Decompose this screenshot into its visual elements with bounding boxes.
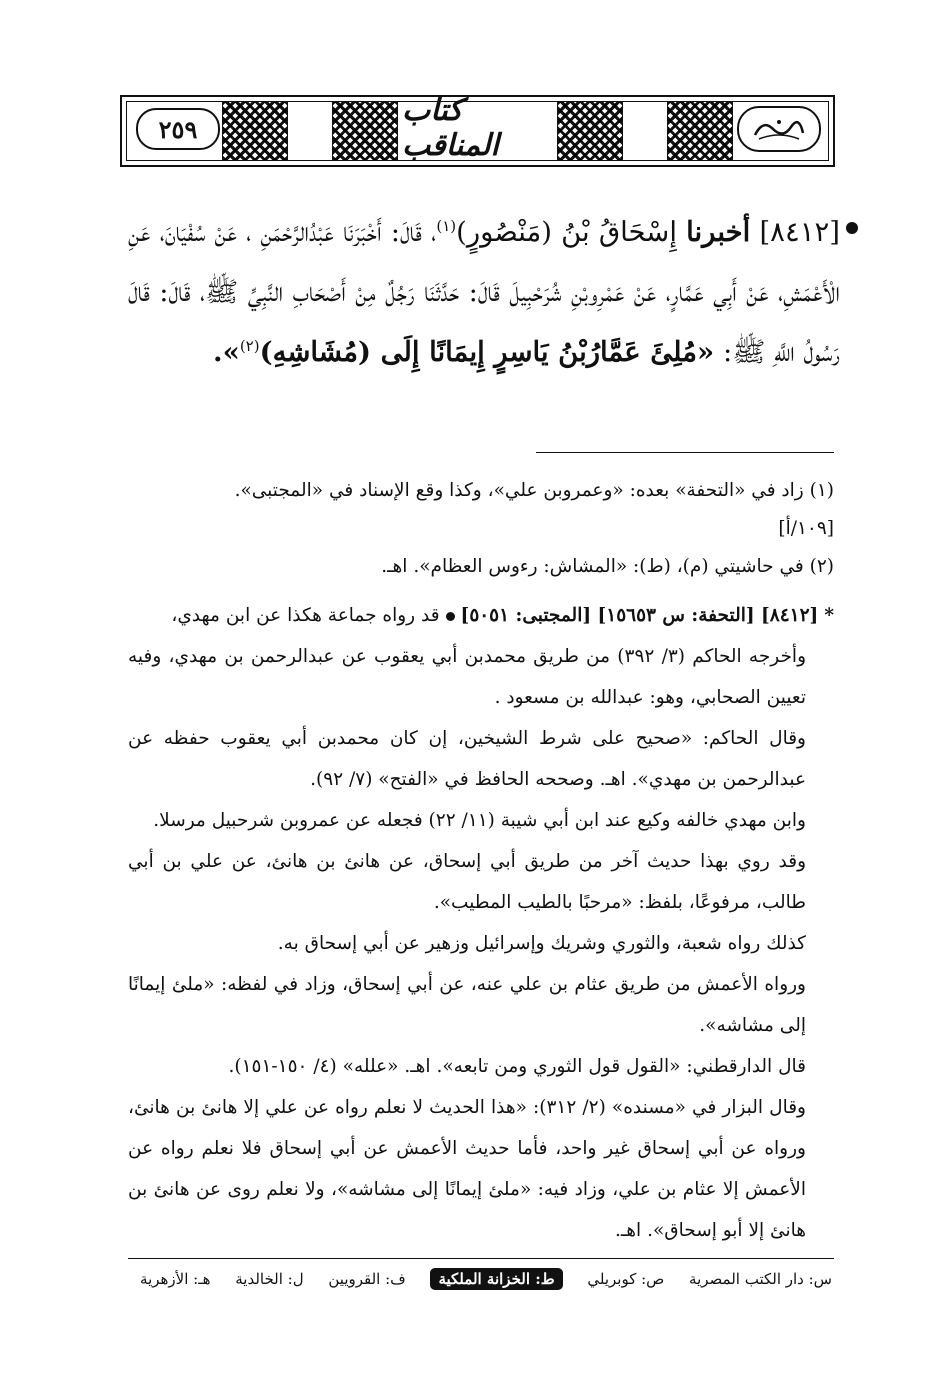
emblem-calligraphy-icon — [749, 115, 809, 143]
commentary-paragraph: قال الدارقطني: «القول قول الثوري ومن تابعه». اهـ. «علله» (٤/ ١٥٠-١٥١). — [228, 1056, 806, 1077]
commentary-reference: [٨٤١٢] [التحفة: س ١٥٦٥٣] [المجتبى: ٥٠٥١] — [460, 605, 819, 626]
commentary-paragraph: وقد روي بهذا حديث آخر من طريق أبي إسحاق، عن هانئ بن هانئ، عن علي بن أبي طالب، مرفوعًا، بلفظ: «مرحبًا بالطيب المطيب». — [128, 851, 806, 913]
hadith-intro: أخبرنا — [686, 216, 751, 248]
footnote-1: (١) زاد في «التحفة» بعده: «وعمروبن علي»، وكذا وقع الإسناد في «المجتبى». — [234, 480, 834, 501]
bullet-dot-icon — [446, 612, 455, 621]
commentary-paragraph: وابن مهدي خالفه وكيع عند ابن أبي شيبة (١١/ ٢٢) فجعله عن عمروبن شرحبيل مرسلا. — [153, 810, 806, 831]
commentary-paragraph: وقال البزار في «مسنده» (٢/ ٣١٢): «هذا الحديث لا نعلم رواه عن علي إلا هانئ بن هانئ، ورواه عن أبي إسحاق غير واحد، فأما حديث الأعمش عن أبي إسحاق فلا نعلم رواه عن الأعمش إلا عثام بن علي، وزاد فيه: «ملئ إيمانًا إلى مشاشه»، ولا نعلم روى عن هانئ بن هانئ إلا أبو إسحاق». اهـ. — [128, 1097, 806, 1241]
hadith-bullet-icon — [846, 222, 858, 234]
page-number: ٢٥٩ — [136, 108, 220, 150]
commentary-star-icon: * — [824, 605, 834, 626]
hadith-number: [٨٤١٢] — [759, 216, 840, 248]
hadith-text — [128, 202, 840, 382]
legend-item: ل: الخالدية — [235, 1270, 304, 1288]
ornament-left-inner — [222, 101, 288, 161]
legend-item: ف: القرويين — [328, 1270, 406, 1288]
manuscript-legend — [140, 1263, 832, 1295]
footnote-separator — [536, 452, 834, 453]
ornament-left-outer — [332, 101, 398, 161]
hadith-matn-end: ». — [213, 336, 240, 368]
ornament-right-inner — [667, 101, 733, 161]
commentary-paragraph: وقال الحاكم: «صحيح على شرط الشيخين، إن كان محمدبن أبي يعقوب حفظه عن عبدالرحمن بن مهدي». اهـ. وصححه الحافظ في «الفتح» (٧/ ٩٢). — [128, 728, 806, 790]
hadith-isnad-part1: إِسْحَاقُ بْنُ (مَنْصُورٍ) — [456, 216, 687, 248]
footnote-ref-1: (١) — [436, 216, 457, 235]
footnote-2: (٢) في حاشيتي (م)، (ط): «المشاش: رءوس العظام». اهـ. — [381, 556, 834, 577]
legend-separator — [128, 1258, 834, 1259]
ornament-right-outer — [557, 101, 623, 161]
commentary-paragraph: ورواه الأعمش من طريق عثام بن علي عنه، عن أبي إسحاق، وزاد في لفظه: «ملئ إيمانًا إلى مشاشه». — [128, 974, 806, 1036]
commentary-paragraph: وأخرجه الحاكم (٣/ ٣٩٢) من طريق محمدبن أبي يعقوب عن عبدالرحمن بن مهدي، وفيه تعيين الصحابي، وهو: عبدالله بن مسعود . — [128, 646, 806, 708]
page-header-banner — [120, 95, 835, 167]
commentary — [128, 595, 834, 1251]
hadith-isnad-part2: ، قَالَ: أَخْبَرَنَا عَبْدُالرَّحْمَنِ ، عَنْ سُفْيَانَ، عَنِ الْأَعْمَشِ، عَنْ أَبِي عَمَّارٍ، عَنْ عَمْرِوبْنِ شُرَحْبِيلَ قَالَ: حَدَّثَنَا رَجُلٌ مِنْ أَصْحَابِ النَّبِيِّ ﷺ، قَالَ: قَالَ رَسُولُ اللَّهِ ﷺ: — [128, 216, 840, 368]
legend-item: س: دار الكتب المصرية — [689, 1270, 832, 1288]
legend-item-highlighted: ط: الخزانة الملكية — [430, 1268, 562, 1290]
book-title: كتاب المناقب — [402, 105, 553, 151]
commentary-head-text: قد رواه جماعة هكذا عن ابن مهدي، — [171, 605, 440, 626]
legend-item: ص: كوبريلي — [587, 1270, 665, 1288]
hadith-matn: «مُلِئَ عَمَّارُبْنُ يَاسِرٍ إِيمَانًا إِلَى (مُشَاشِهِ) — [259, 336, 715, 368]
commentary-paragraph: كذلك رواه شعبة، والثوري وشريك وإسرائيل وزهير عن أبي إسحاق به. — [277, 933, 806, 954]
commentary-head — [128, 595, 834, 636]
legend-item: هـ: الأزهرية — [140, 1270, 211, 1288]
folio-marker: [١٠٩/أ] — [778, 518, 834, 539]
footnote-ref-2: (٢) — [239, 336, 260, 355]
footnotes — [140, 472, 834, 586]
publisher-emblem-icon — [737, 106, 821, 152]
